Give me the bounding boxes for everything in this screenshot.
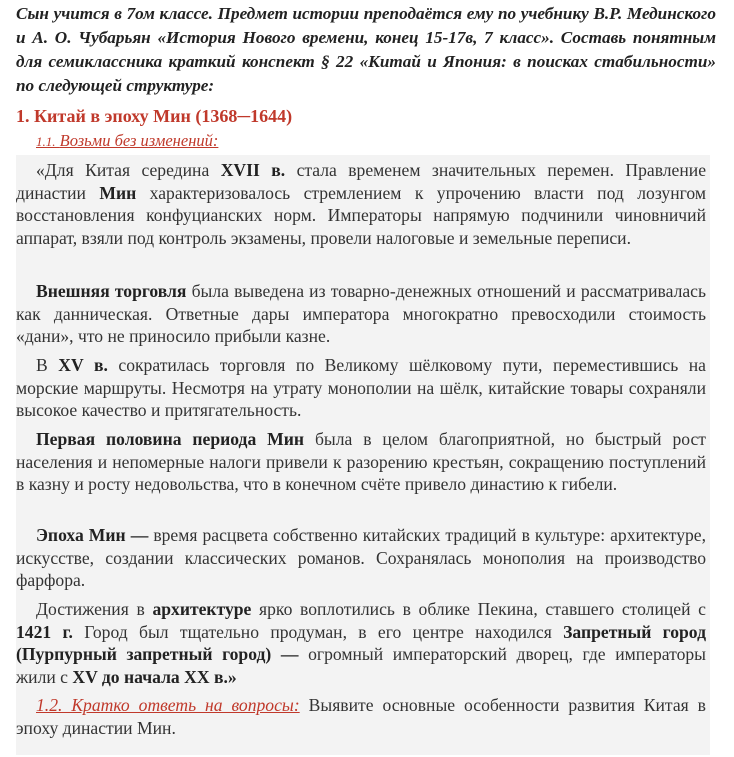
paragraph-4: Первая половина периода Мин была в целом благоприятной, но быстрый рост населения и непомерные налоги привели к разорению крестьян, сокращению поступлений в казну и росту недовольства, что в конечном счёте привело династию к гибели. — [16, 429, 706, 494]
subsection-instruction: Возьми без изменений: — [59, 131, 219, 150]
paragraph-questions — [16, 694, 706, 739]
paragraph-1: «Для Китая середина XVII в. стала временем значительных перемен. Правление династии Мин характеризовалось стремлением к упрочению власти под лозунгом восстановления конфуцианских норм. Императоры напрямую подчинили чиновничий аппарат, взяли под контроль экзамены, провели налоговые и земельные переписи. — [16, 160, 707, 248]
paragraph-6: Достижения в архитектуре ярко воплотились в облике Пекина, ставшего столицей с 1421 г. Город был тщательно продуман, в его центре находился Запретный город (Пурпурный запретный город) — огромный императорский дворец, где императоры жили с XV до начала XX в.» — [16, 599, 706, 687]
questions-label: 1.2. Кратко ответь на вопросы: — [36, 695, 300, 715]
paragraph-2: Внешняя торговля была выведена из товарно-денежных отношений и рассматривалась как данническая. Ответные дары императора многократно превосходили стоимость «дани», что не приносило прибыли казне. — [16, 281, 706, 346]
questions-text: Выявите основные особенности развития Китая в эпоху династии Мин. — [16, 695, 706, 738]
intro-prompt: Сын учится в 7ом классе. Предмет истории преподаётся ему по учебнику В.Р. Мединского и А. О. Чубарьян «История Нового времени, конец 15-17в, 7 класс». Составь понятным для семиклассника краткий конспект § 22 «Китай и Япония: в поисках стабильности» по следующей структуре: — [16, 4, 716, 95]
paragraph-3: В XV в. сократилась торговля по Великому шёлковому пути, переместившись на морские маршруты. Несмотря на утрату монополии на шёлк, китайские товары сохраняли высокое качество и притягательность. — [16, 355, 706, 420]
paragraph-5: Эпоха Мин — время расцвета собственно китайских традиций в культуре: архитектуре, искусстве, создании классических романов. Сохранялась монополия на производство фарфора. — [16, 525, 706, 590]
section-heading: 1. Китай в эпоху Мин (1368─1644) — [16, 106, 293, 126]
subsection-number: 1.1. — [36, 134, 56, 149]
subsection-label — [36, 130, 218, 153]
